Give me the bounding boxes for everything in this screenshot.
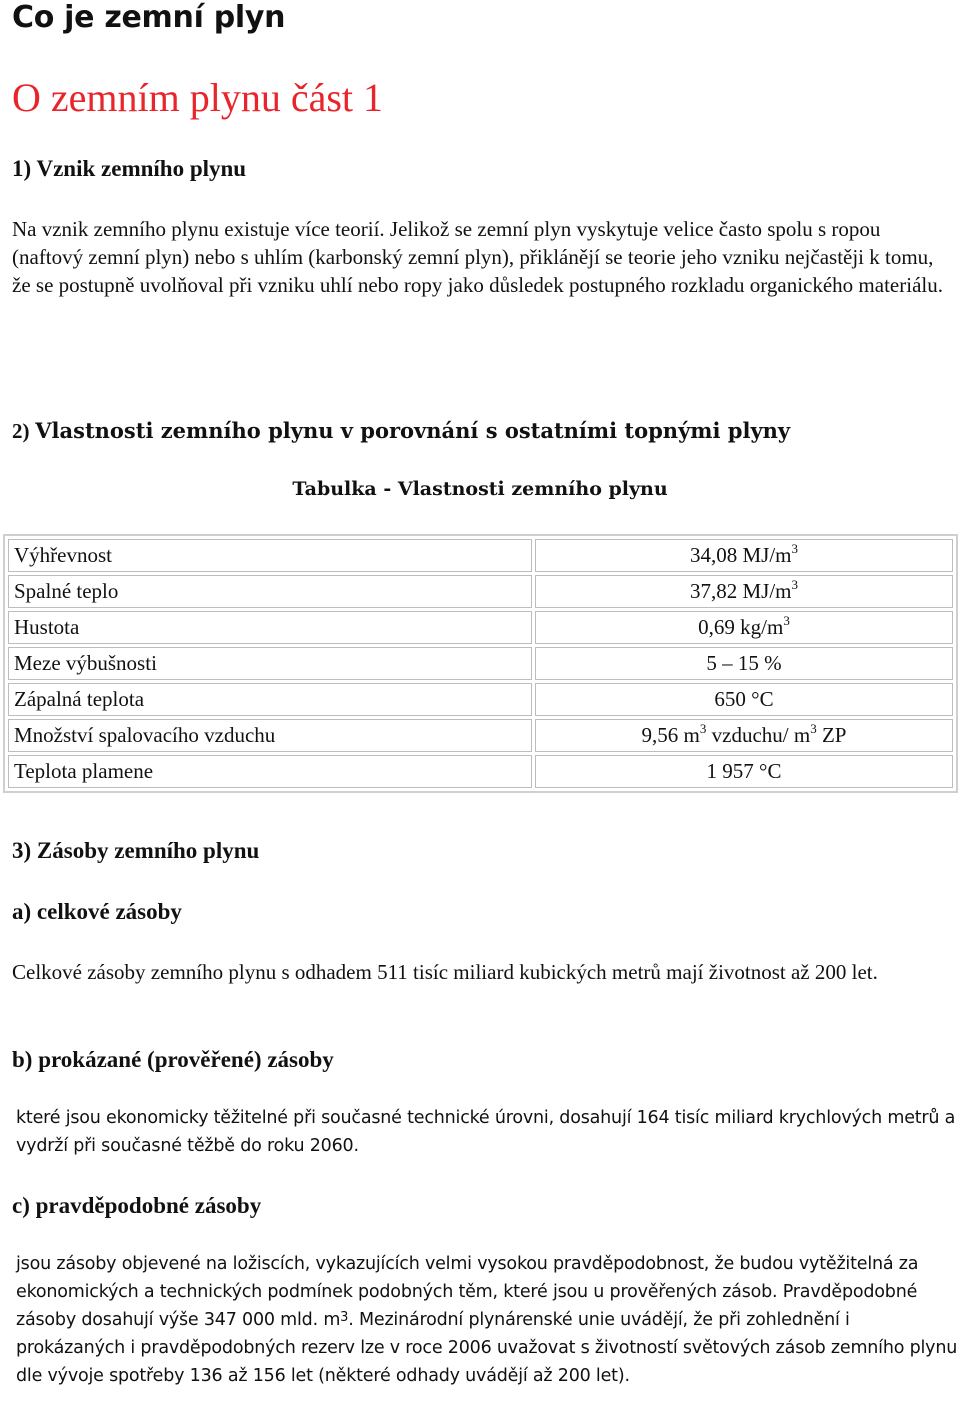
value-text: 5 – 15 % (706, 651, 782, 675)
section3b-text: které jsou ekonomicky těžitelné při současné technické úrovni, dosahují 164 tisíc miliard krychlových metrů a vydrží při současné těžbě do roku 2060. (16, 1108, 956, 1156)
property-label: Množství spalovacího vzduchu (8, 719, 532, 752)
section1-heading: 1) Vznik zemního plynu (12, 156, 247, 181)
value-text: 9,56 m (641, 723, 700, 747)
section3c-text-part1: jsou zásoby objevené na ložiscích, vykazujících velmi vysokou pravděpodobnost, že budou vytěžitelná za ekonomických a technických podmínek podobných těm, které jsou u prověřených zásob. Pravděpodobné zásoby dosahují výše 347 000 mld. m (16, 1254, 919, 1330)
value-text: ZP (816, 723, 847, 747)
value-text: vzduchu/ m (706, 723, 811, 747)
value-text: 34,08 MJ/m (689, 543, 792, 567)
section1-paragraph: Na vznik zemního plynu existuje více teorií. Jelikož se zemní plyn vyskytuje velice často spolu s ropou (naftový zemní plyn) nebo s uhlím (karbonský zemní plyn), přiklánějí se teorie jeho vzniku nejčastěji k tomu, že se postupně uvolňoval při vzniku uhlí nebo ropy jako důsledek postupného rozkladu organického materiálu. (12, 217, 943, 297)
section2-heading-text: Vlastnosti zemního plynu v porovnání s ostatními topnými plyny (35, 418, 791, 443)
value-text: 37,82 MJ/m (689, 579, 792, 603)
property-label: Hustota (8, 611, 532, 644)
value-superscript: 3 (699, 721, 707, 736)
property-label: Výhřevnost (8, 539, 532, 572)
value-superscript: 3 (783, 613, 790, 628)
table-row (8, 611, 953, 644)
section3b-heading: b) prokázané (prověřené) zásoby (12, 1047, 334, 1072)
section3c-sup: 3 (340, 1310, 349, 1325)
document-title: Co je zemní plyn (12, 0, 286, 35)
table-row (8, 683, 953, 716)
section3c-text (16, 1250, 960, 1390)
section3a-text: Celkové zásoby zemního plynu s odhadem 511 tisíc miliard kubických metrů mají životnost až 200 let. (12, 960, 878, 984)
value-text: 0,69 kg/m (698, 615, 784, 639)
property-value (535, 683, 953, 716)
main-heading: O zemním plynu část 1 (12, 75, 384, 120)
value-text: 650 °C (714, 687, 774, 711)
properties-table (3, 534, 958, 793)
property-value (535, 719, 953, 752)
table-row (8, 719, 953, 752)
section3a-heading: a) celkové zásoby (12, 899, 182, 924)
property-value (535, 539, 953, 572)
table-caption: Tabulka - Vlastnosti zemního plynu (292, 478, 668, 500)
section3c-heading: c) pravděpodobné zásoby (12, 1193, 262, 1218)
property-value (535, 575, 953, 608)
property-value (535, 755, 953, 788)
property-label: Teplota plamene (8, 755, 532, 788)
section2-heading (12, 418, 790, 444)
value-superscript: 3 (791, 541, 798, 556)
property-value (535, 647, 953, 680)
value-superscript: 3 (791, 577, 798, 592)
property-label: Spalné teplo (8, 575, 532, 608)
table-row (8, 575, 953, 608)
property-label: Meze výbušnosti (8, 647, 532, 680)
table-row (8, 539, 953, 572)
value-text: 1 957 °C (706, 759, 782, 783)
section2-number: 2) (12, 419, 30, 443)
value-superscript: 3 (810, 721, 817, 736)
section3c-text-part2: . Mezinárodní plynárenské unie uvádějí, že při zohlednění i prokázaných i pravděpodobných rezerv lze v roce 2006 uvažovat s životností světových zásob zemního plynu dle vývoje spotřeby 136 až 156 let (některé odhady uvádějí až 200 let). (16, 1310, 958, 1386)
property-label: Zápalná teplota (8, 683, 532, 716)
property-value (535, 611, 953, 644)
table-row (8, 647, 953, 680)
table-row (8, 755, 953, 788)
section3-heading: 3) Zásoby zemního plynu (12, 838, 260, 863)
